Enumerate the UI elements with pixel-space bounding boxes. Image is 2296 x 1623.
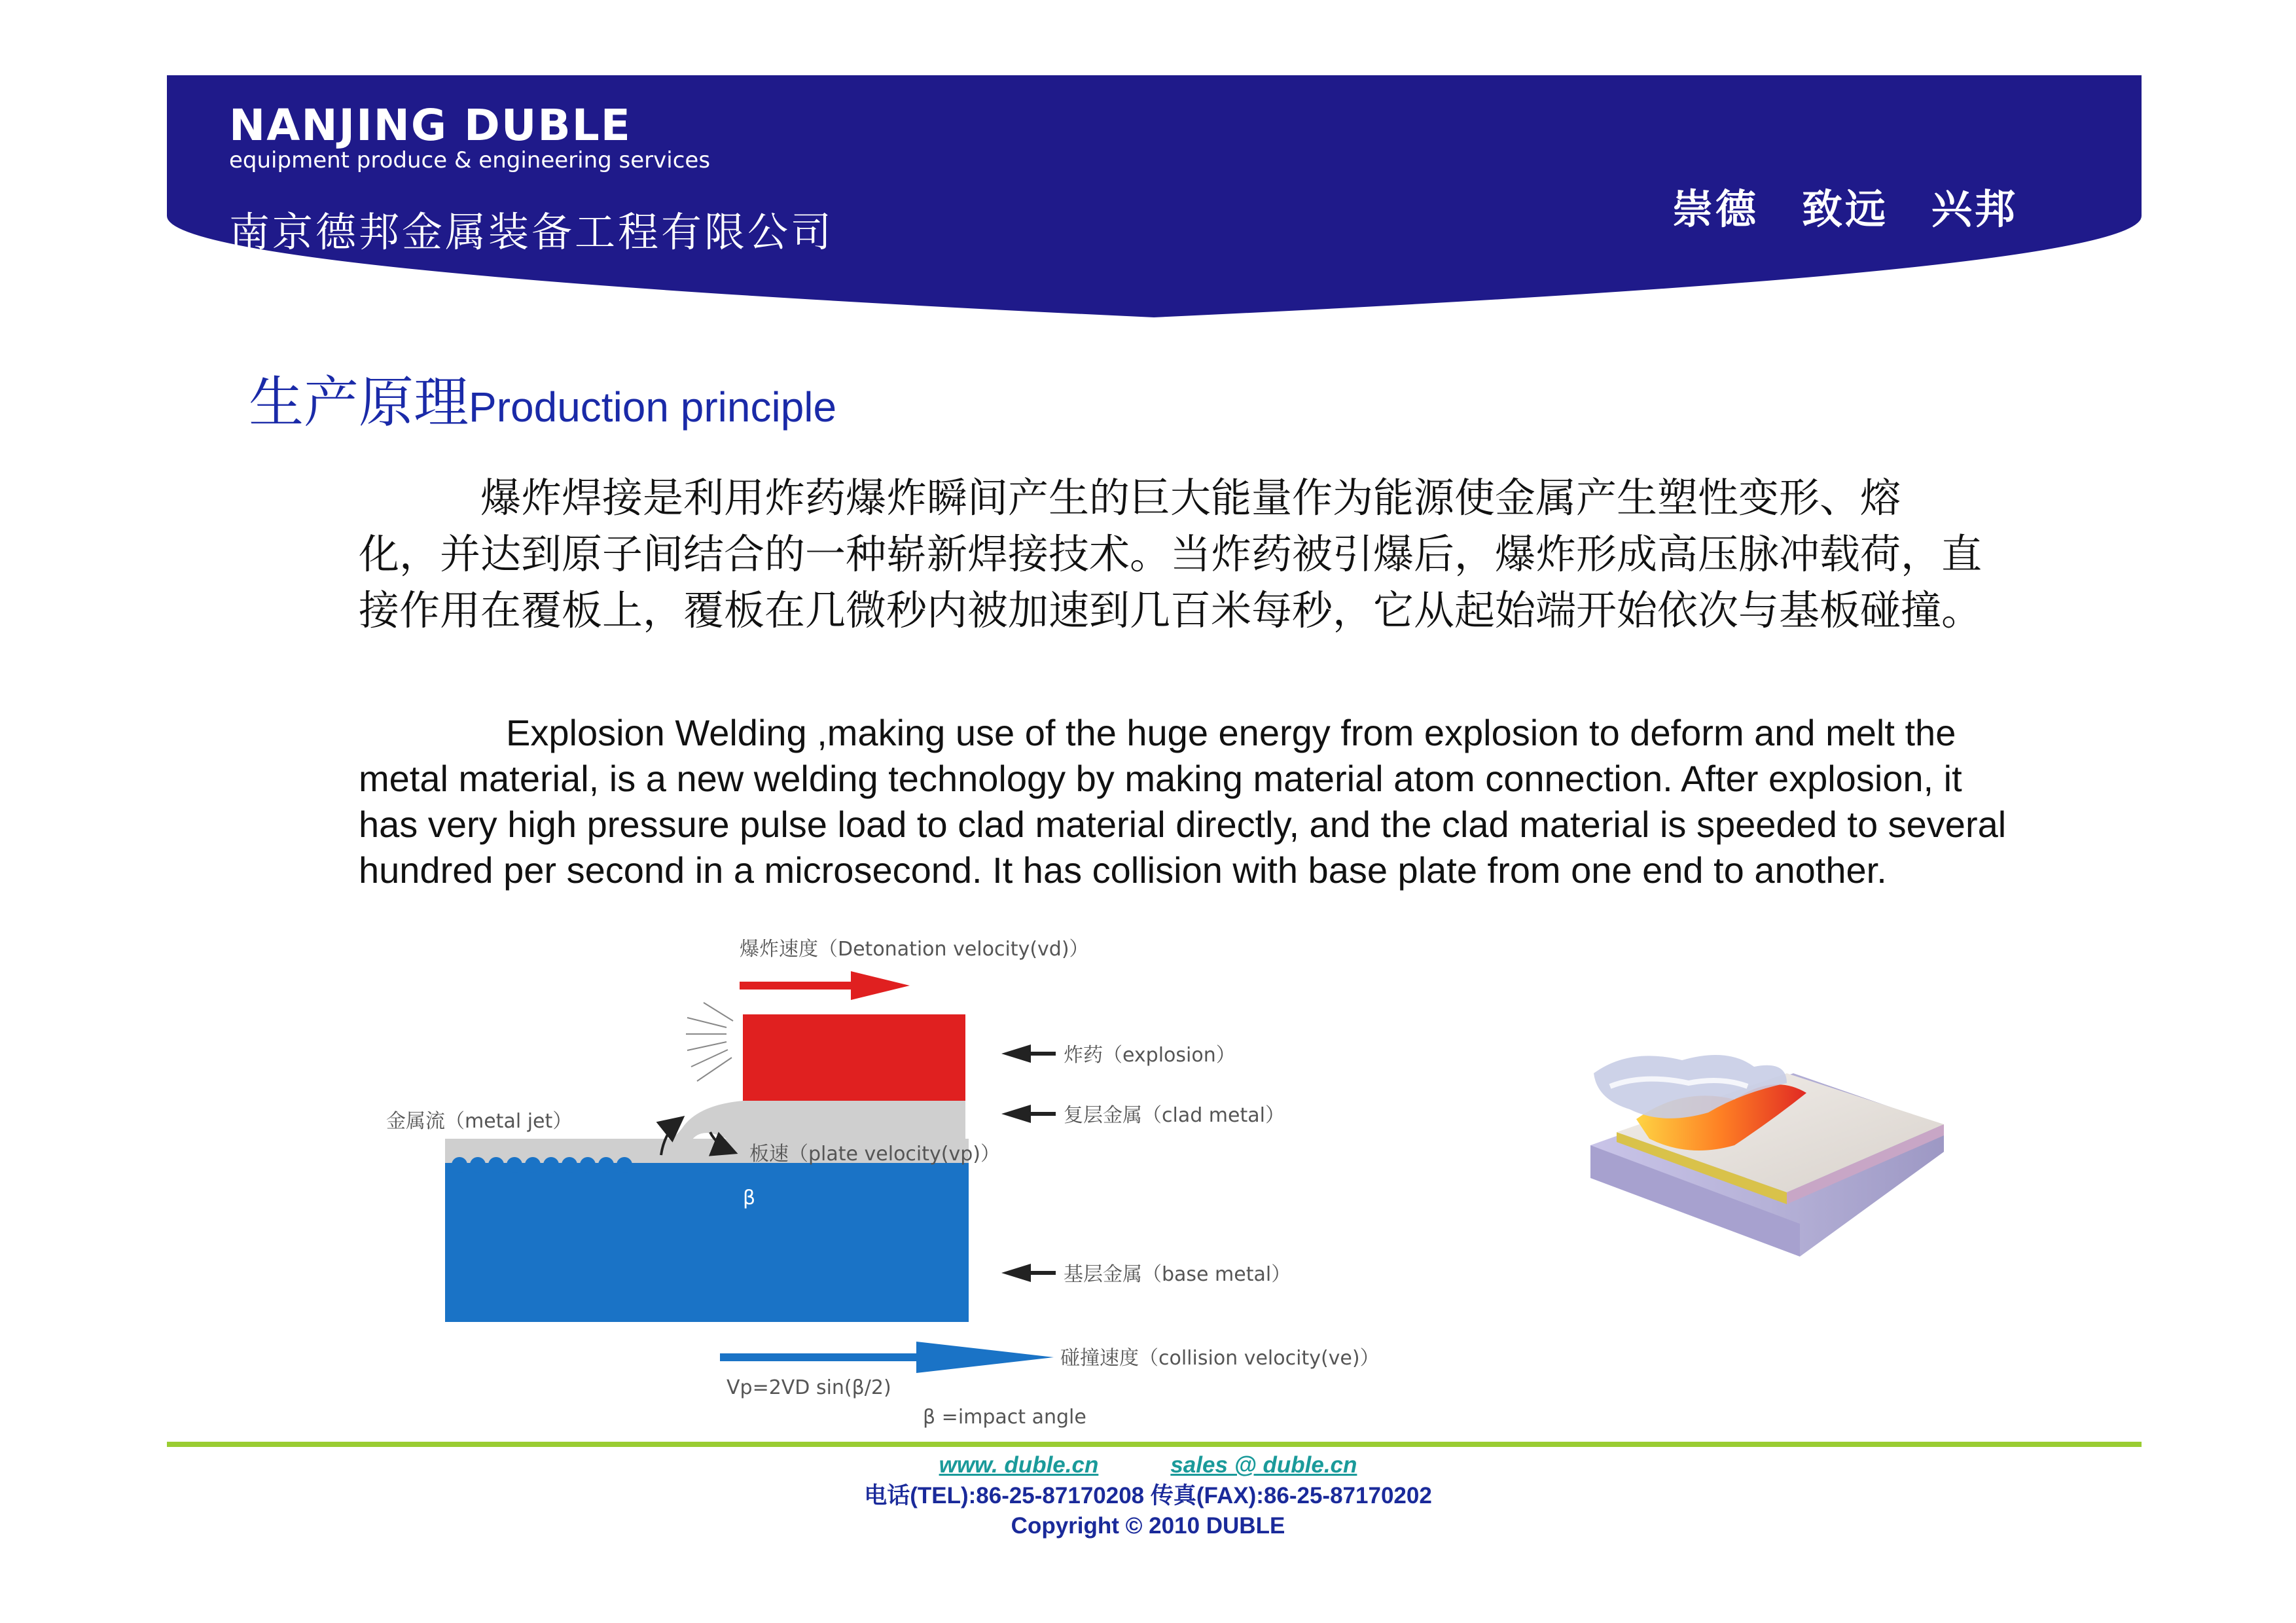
page-title-en: Production principle	[469, 383, 837, 431]
label-base-metal: 基层金属（base metal）	[1064, 1263, 1291, 1286]
label-clad-metal: 复层金属（clad metal）	[1064, 1104, 1285, 1127]
company-motto: 崇德 致远 兴邦	[1672, 185, 2018, 233]
label-detonation-velocity: 爆炸速度（Detonation velocity(vd)）	[740, 938, 1089, 961]
label-metal-jet: 金属流（metal jet）	[386, 1110, 573, 1133]
footer-copyright: Copyright © 2010 DUBLE	[1011, 1513, 1285, 1539]
footer-divider	[167, 1442, 2142, 1447]
label-beta: β	[743, 1186, 756, 1209]
footer	[0, 1450, 2296, 1541]
shock-lines	[686, 1003, 733, 1081]
cladding-3d-illustration	[1590, 1047, 1957, 1270]
pointer-explosion	[1001, 1044, 1056, 1063]
body-text-cn: 爆炸焊接是利用炸药爆炸瞬间产生的巨大能量作为能源使金属产生塑性变形、熔 化，并达到原子间结合的一种崭新焊接技术。当炸药被引爆后，爆炸形成高压脉冲载荷，直接作用在覆板上，覆板在几微秒内被加速到几百米每秒，它从起始端开始依次与基板碰撞。	[359, 474, 1982, 634]
email-link[interactable]: sales @ duble.cn	[1170, 1452, 1357, 1478]
page-title	[249, 359, 836, 438]
label-explosion: 炸药（explosion）	[1064, 1044, 1236, 1067]
website-link[interactable]: www. duble.cn	[939, 1452, 1099, 1478]
explosive-layer	[743, 1014, 965, 1101]
page-title-cn: 生产原理	[249, 370, 469, 435]
pointer-base-metal	[1001, 1264, 1056, 1282]
label-impact-angle: β =impact angle	[923, 1406, 1086, 1429]
explosion-welding-diagram	[386, 929, 1427, 1440]
label-plate-velocity: 板速（plate velocity(vp)）	[749, 1143, 1000, 1166]
company-name-en: NANJING DUBLE	[229, 100, 632, 151]
label-formula: Vp=2VD sin(β/2)	[726, 1376, 891, 1399]
pointer-clad-metal	[1001, 1105, 1056, 1123]
company-name-cn: 南京德邦金属装备工程有限公司	[229, 208, 834, 256]
base-metal-layer	[445, 1163, 969, 1322]
company-subtitle: equipment produce & engineering services	[229, 147, 711, 173]
detonation-arrow	[740, 971, 910, 1000]
header-banner	[167, 75, 2142, 317]
collision-velocity-arrow	[720, 1342, 1054, 1373]
footer-contact: 电话(TEL):86-25-87170208 传真(FAX):86-25-87170202	[864, 1483, 1432, 1508]
footer-links	[0, 1450, 2296, 1481]
body-text-en: Explosion Welding ,making use of the huge energy from explosion to deform and melt the metal material, is a new welding technology by making material atom connection. After explosion, it has very high pressure pulse load to clad material directly, and the clad material is speeded to several hundred per second in a microsecond. It has collision with base plate from one end to another.	[359, 712, 2007, 891]
label-collision-velocity: 碰撞速度（collision velocity(ve)）	[1060, 1347, 1380, 1370]
